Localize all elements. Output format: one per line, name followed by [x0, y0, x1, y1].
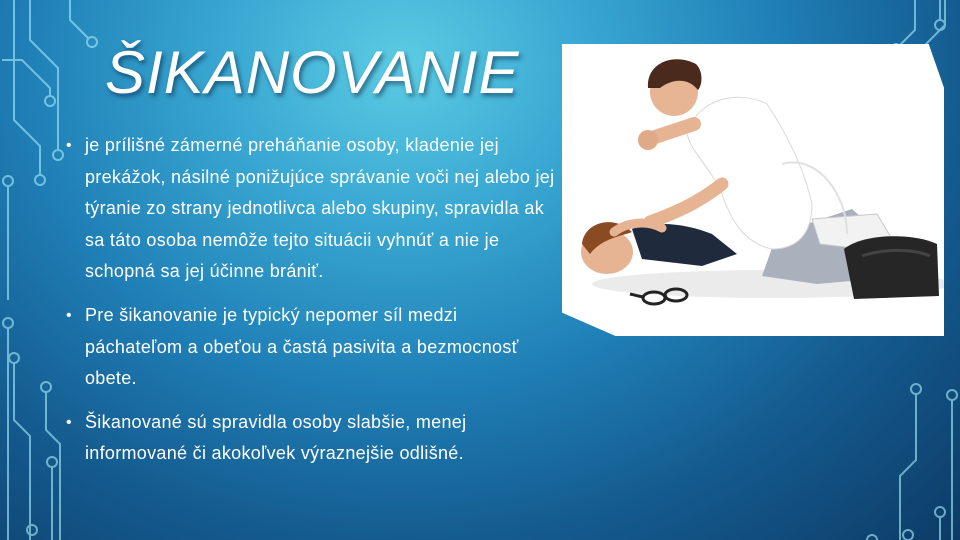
bullet-item: [62, 130, 557, 288]
bullet-item: [62, 300, 557, 395]
bullet-text: je prílišné zámerné preháňanie osoby, kladenie jej prekážok, násilné ponižujúce správanie voči nej alebo jej týranie zo strany jednotlivca alebo skupiny, spravidla ak sa táto osoba nemôže tejto situácii vyhnúť a nie je schopná sa jej účinne brániť.: [85, 135, 555, 282]
bullet-item: [62, 407, 557, 470]
slide-title: ŠIKANOVANIE: [105, 39, 520, 106]
bullet-text: Pre šikanovanie je typický nepomer síl medzi páchateľom a obeťou a častá pasivita a bezmocnosť obete.: [85, 304, 519, 389]
bullet-list: [62, 130, 557, 470]
bullet-dot: •: [66, 306, 72, 324]
bullet-text: Šikanované sú spravidla osoby slabšie, menej informované či akokoľvek výraznejšie odlišné.: [85, 411, 467, 464]
bullet-dot: •: [66, 137, 72, 154]
photo-frame: [562, 44, 944, 336]
photo-bullying-icon: [562, 44, 944, 336]
bullet-dot: •: [66, 413, 72, 431]
